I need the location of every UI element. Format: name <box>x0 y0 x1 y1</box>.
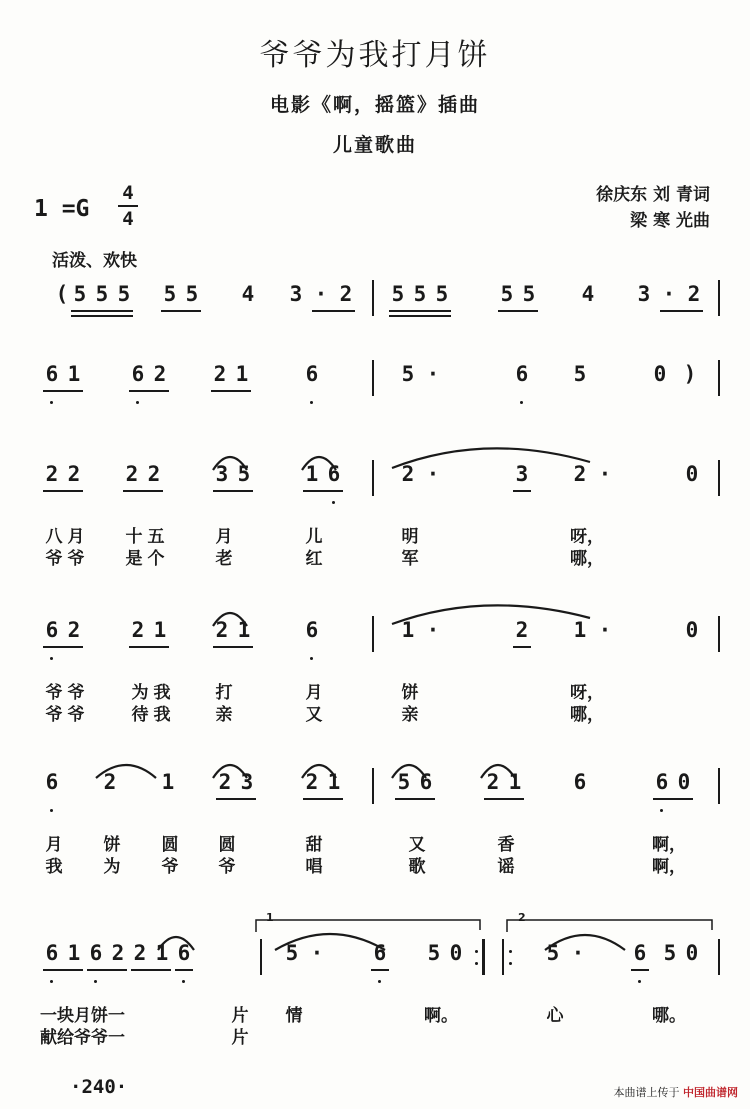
lyric-syllable: 亲 <box>215 705 233 725</box>
slur <box>302 765 336 778</box>
note: 6 <box>305 618 319 642</box>
lyric-syllable: 呀， <box>570 527 604 547</box>
note: 6 <box>327 462 341 486</box>
note: 1 <box>305 462 319 486</box>
song-subtitle: 电影《啊，摇篮》插曲 <box>269 94 480 116</box>
note: 2 <box>147 462 161 486</box>
lyric-syllable: 爷 <box>67 705 85 725</box>
note: 6 <box>373 941 387 965</box>
note: 4 <box>241 282 255 306</box>
note: 5 <box>73 282 87 306</box>
note: 5 <box>117 282 131 306</box>
lyric-syllable: 圆 <box>218 835 236 855</box>
lyric-syllable: 个 <box>147 549 165 569</box>
note: 3 <box>515 462 529 486</box>
slur <box>96 765 156 778</box>
lyric-syllable: 军 <box>401 549 419 569</box>
lyric-syllable: 月 <box>305 683 323 703</box>
lyric-syllable: 歌 <box>408 857 426 877</box>
note: 1 <box>67 362 81 386</box>
note: 6 <box>45 618 59 642</box>
note: 5 <box>391 282 405 306</box>
composer-credit: 梁 寒 光曲 <box>630 211 710 231</box>
lyric-syllable: 我 <box>153 683 171 703</box>
note: 2 <box>131 618 145 642</box>
note: 2 <box>215 618 229 642</box>
note: 1 <box>573 618 587 642</box>
note: 2 <box>687 282 701 306</box>
note: 5 <box>435 282 449 306</box>
note: 3 <box>637 282 651 306</box>
lyric-syllable: 啊， <box>652 835 686 855</box>
lyric-syllable: 待 <box>131 705 149 725</box>
note: 6 <box>419 770 433 794</box>
lyric-syllable: 爷 <box>218 857 236 877</box>
lyric-syllable: 香 <box>497 835 515 855</box>
lyric-syllable: 又 <box>305 705 323 725</box>
lyric-syllable: 亲 <box>401 705 419 725</box>
slur <box>213 457 247 470</box>
lyric-syllable: 谣 <box>497 857 515 877</box>
note: 1 <box>235 362 249 386</box>
slur <box>302 457 336 470</box>
footer <box>614 1084 739 1100</box>
note: 5 <box>546 941 560 965</box>
lyric-syllable: 呀， <box>570 683 604 703</box>
footer-uploaded: 本曲谱上传于 <box>613 1086 680 1099</box>
note: 6 <box>655 770 669 794</box>
lyric-syllable: 为 <box>131 683 149 703</box>
lyric-syllable: 是 <box>125 549 143 569</box>
duration-dot: · <box>571 941 585 965</box>
note: 6 <box>177 941 191 965</box>
lyricist-credit: 徐庆东 刘 青词 <box>596 185 710 205</box>
note: 6 <box>131 362 145 386</box>
note: 1 <box>153 618 167 642</box>
lyric-syllable: 片 <box>231 1006 249 1026</box>
note: 2 <box>103 770 117 794</box>
note: 6 <box>89 941 103 965</box>
note: 0 <box>449 941 463 965</box>
ending-bracket-2 <box>507 920 712 932</box>
duration-dot: · <box>426 462 440 486</box>
lyric-syllable: 月 <box>215 527 233 547</box>
note: 5 <box>401 362 415 386</box>
slur <box>213 765 247 778</box>
note: 6 <box>45 941 59 965</box>
slur <box>392 765 426 778</box>
note: 6 <box>515 362 529 386</box>
slur <box>545 935 625 950</box>
note: 5 <box>500 282 514 306</box>
tempo-marking: 活泼、欢快 <box>52 251 137 271</box>
lyric-syllable: 儿 <box>305 527 323 547</box>
note: 2 <box>515 618 529 642</box>
note: ) <box>683 362 697 386</box>
lyric-syllable: 打 <box>215 683 233 703</box>
song-genre: 儿童歌曲 <box>332 134 417 156</box>
note: 2 <box>67 618 81 642</box>
note: 5 <box>427 941 441 965</box>
lyric-syllable: 唱 <box>305 857 323 877</box>
note: 2 <box>133 941 147 965</box>
note: 2 <box>218 770 232 794</box>
note: 2 <box>401 462 415 486</box>
note: 2 <box>125 462 139 486</box>
lyric-syllable: 月 <box>67 527 85 547</box>
lyric-syllable: 红 <box>305 549 323 569</box>
lyric-syllable: 圆 <box>161 835 179 855</box>
note: 4 <box>581 282 595 306</box>
lyric-syllable: 啊， <box>652 857 686 877</box>
lyric-syllable: 哪， <box>570 549 604 569</box>
lyric-syllable: 为 <box>103 857 121 877</box>
lyric-syllable: 五 <box>147 527 165 547</box>
lyric-syllable: 哪。 <box>652 1006 686 1026</box>
note: 6 <box>633 941 647 965</box>
duration-dot: · <box>426 618 440 642</box>
note: 5 <box>413 282 427 306</box>
ending-bracket-1 <box>256 920 480 932</box>
note: 5 <box>237 462 251 486</box>
note: 5 <box>285 941 299 965</box>
duration-dot: · <box>314 282 328 306</box>
slur <box>213 613 247 626</box>
lyric-syllable: 甜 <box>305 835 323 855</box>
duration-dot: · <box>598 618 612 642</box>
note: 0 <box>677 770 691 794</box>
lyric-syllable: 爷 <box>45 549 63 569</box>
duration-dot: · <box>598 462 612 486</box>
slur <box>481 765 515 778</box>
note: 3 <box>215 462 229 486</box>
ending-number-2: 2 <box>518 911 526 924</box>
lyric-syllable: 爷 <box>67 683 85 703</box>
footer-site-link[interactable]: 中国曲谱网 <box>683 1086 738 1099</box>
slur <box>158 937 194 950</box>
note: 2 <box>153 362 167 386</box>
lyric-syllable: 饼 <box>103 835 121 855</box>
note: 5 <box>163 282 177 306</box>
lyric-syllable: 又 <box>408 835 426 855</box>
lyric-syllable: 爷 <box>67 549 85 569</box>
note: 6 <box>573 770 587 794</box>
note: 1 <box>508 770 522 794</box>
note: 6 <box>305 362 319 386</box>
slur <box>275 934 385 950</box>
note: 1 <box>67 941 81 965</box>
key-signature: 1 =G <box>34 196 90 222</box>
lyric-syllable: 十 <box>125 527 143 547</box>
lyric-syllable: 爷 <box>45 683 63 703</box>
lyric-syllable: 片 <box>231 1028 249 1048</box>
ending-number-1: 1 <box>266 911 274 924</box>
note: 2 <box>213 362 227 386</box>
note: 0 <box>685 462 699 486</box>
note: 5 <box>185 282 199 306</box>
note: 0 <box>653 362 667 386</box>
lyric-syllable: 爷 <box>45 705 63 725</box>
note: 3 <box>240 770 254 794</box>
note: 2 <box>339 282 353 306</box>
lyric-syllable: 啊。 <box>424 1006 458 1026</box>
lyric-syllable: 明 <box>401 527 419 547</box>
duration-dot: · <box>662 282 676 306</box>
note: 3 <box>289 282 303 306</box>
note: 5 <box>95 282 109 306</box>
note: 2 <box>305 770 319 794</box>
note: 5 <box>663 941 677 965</box>
note: 5 <box>573 362 587 386</box>
note: 1 <box>161 770 175 794</box>
lyric-syllable: 一块月饼一 <box>40 1006 125 1026</box>
lyric-syllable: 八 <box>45 527 63 547</box>
lyric-syllable: 爷 <box>161 857 179 877</box>
note: 2 <box>67 462 81 486</box>
note: 0 <box>685 618 699 642</box>
note: 5 <box>397 770 411 794</box>
lyric-syllable: 老 <box>215 549 233 569</box>
note: ( <box>55 282 69 306</box>
note: 2 <box>486 770 500 794</box>
time-sig-top: 4 <box>122 182 134 204</box>
slur <box>392 448 590 468</box>
lyric-syllable: 我 <box>45 857 63 877</box>
lyric-syllable: 月 <box>45 835 63 855</box>
lyric-syllable: 献给爷爷一 <box>40 1028 125 1048</box>
duration-dot: · <box>426 362 440 386</box>
note: 1 <box>237 618 251 642</box>
page-number: ·240· <box>70 1076 128 1098</box>
slur <box>392 605 590 624</box>
time-sig-bottom: 4 <box>122 207 134 230</box>
note: 1 <box>155 941 169 965</box>
note: 2 <box>45 462 59 486</box>
lyric-syllable: 我 <box>153 705 171 725</box>
note: 1 <box>327 770 341 794</box>
note: 2 <box>573 462 587 486</box>
lyric-syllable: 情 <box>285 1006 303 1026</box>
lyric-syllable: 哪， <box>570 705 604 725</box>
duration-dot: · <box>310 941 324 965</box>
note: 2 <box>111 941 125 965</box>
note: 6 <box>45 362 59 386</box>
lyric-syllable: 心 <box>546 1006 564 1026</box>
note: 5 <box>522 282 536 306</box>
song-title: 爷爷为我打月饼 <box>259 38 491 73</box>
lyric-syllable: 饼 <box>401 683 419 703</box>
note: 1 <box>401 618 415 642</box>
note: 0 <box>685 941 699 965</box>
note: 6 <box>45 770 59 794</box>
